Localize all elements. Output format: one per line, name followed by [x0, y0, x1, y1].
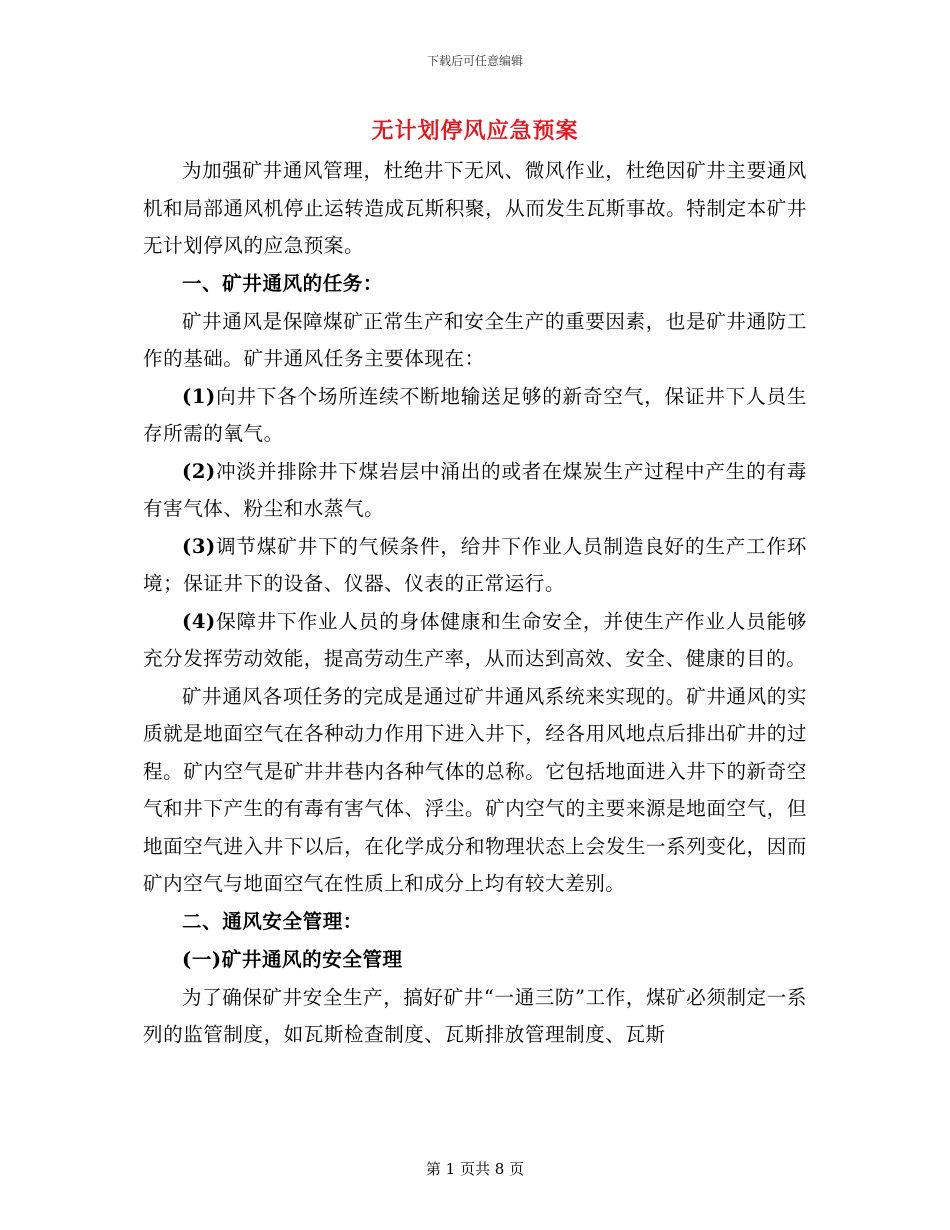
document-title: 无计划停风应急预案	[371, 118, 579, 144]
page-number: 第 1 页共 8 页	[425, 1160, 525, 1178]
list-item-text: 调节煤矿井下的气候条件，给井下作业人员制造良好的生产工作环境；保证井下的设备、仪器、仪表的正常运行。	[143, 534, 807, 595]
intro-paragraph: 为加强矿井通风管理，杜绝井下无风、微风作业，杜绝因矿井主要通风机和局部通风机停止运转造成瓦斯积聚，从而发生瓦斯事故。特制定本矿井无计划停风的应急预案。	[143, 159, 807, 257]
list-item-text: 保障井下作业人员的身体健康和生命安全，并使生产作业人员能够充分发挥劳动效能，提高劳动生产率，从而达到高效、安全、健康的目的。	[143, 609, 807, 670]
section-2-heading: 二、通风安全管理：	[182, 909, 363, 933]
page-header-note: 下载后可任意编辑	[426, 54, 523, 68]
section-1-lead: 矿井通风是保障煤矿正常生产和安全生产的重要因素，也是矿井通防工作的基础。矿井通风任务主要体现在：	[143, 309, 807, 370]
section-2-subheading: (一)矿井通风的安全管理	[182, 947, 403, 971]
list-item-number: (3)	[182, 534, 216, 558]
list-item	[143, 528, 807, 603]
list-item	[143, 603, 807, 678]
section-1-heading: 一、矿井通风的任务：	[182, 271, 384, 295]
section-1-closing: 矿井通风各项任务的完成是通过矿井通风系统来实现的。矿井通风的实质就是地面空气在各种动力作用下进入井下，经各用风地点后排出矿井的过程。矿内空气是矿井井巷内各种气体的总称。它包括地面进入井下的新奇空气和井下产生的有毒有害气体、浮尘。矿内空气的主要来源是地面空气，但地面空气进入井下以后，在化学成分和物理状态上会发生一系列变化，因而矿内空气与地面空气在性质上和成分上均有较大差别。	[143, 684, 807, 895]
list-item-text: 冲淡并排除井下煤岩层中涌出的或者在煤炭生产过程中产生的有毒有害气体、粉尘和水蒸气。	[143, 459, 807, 520]
list-item-number: (4)	[182, 609, 216, 633]
list-item-text: 向井下各个场所连续不断地输送足够的新奇空气，保证井下人员生存所需的氧气。	[143, 384, 807, 445]
list-item-number: (2)	[182, 459, 216, 483]
document-body	[143, 152, 807, 1054]
section-2-paragraph: 为了确保矿井安全生产，搞好矿井“一通三防”工作，煤矿必须制定一系列的监管制度，如瓦斯检查制度、瓦斯排放管理制度、瓦斯	[143, 985, 807, 1046]
list-item-number: (1)	[182, 384, 216, 408]
list-item	[143, 453, 807, 528]
list-item	[143, 378, 807, 453]
